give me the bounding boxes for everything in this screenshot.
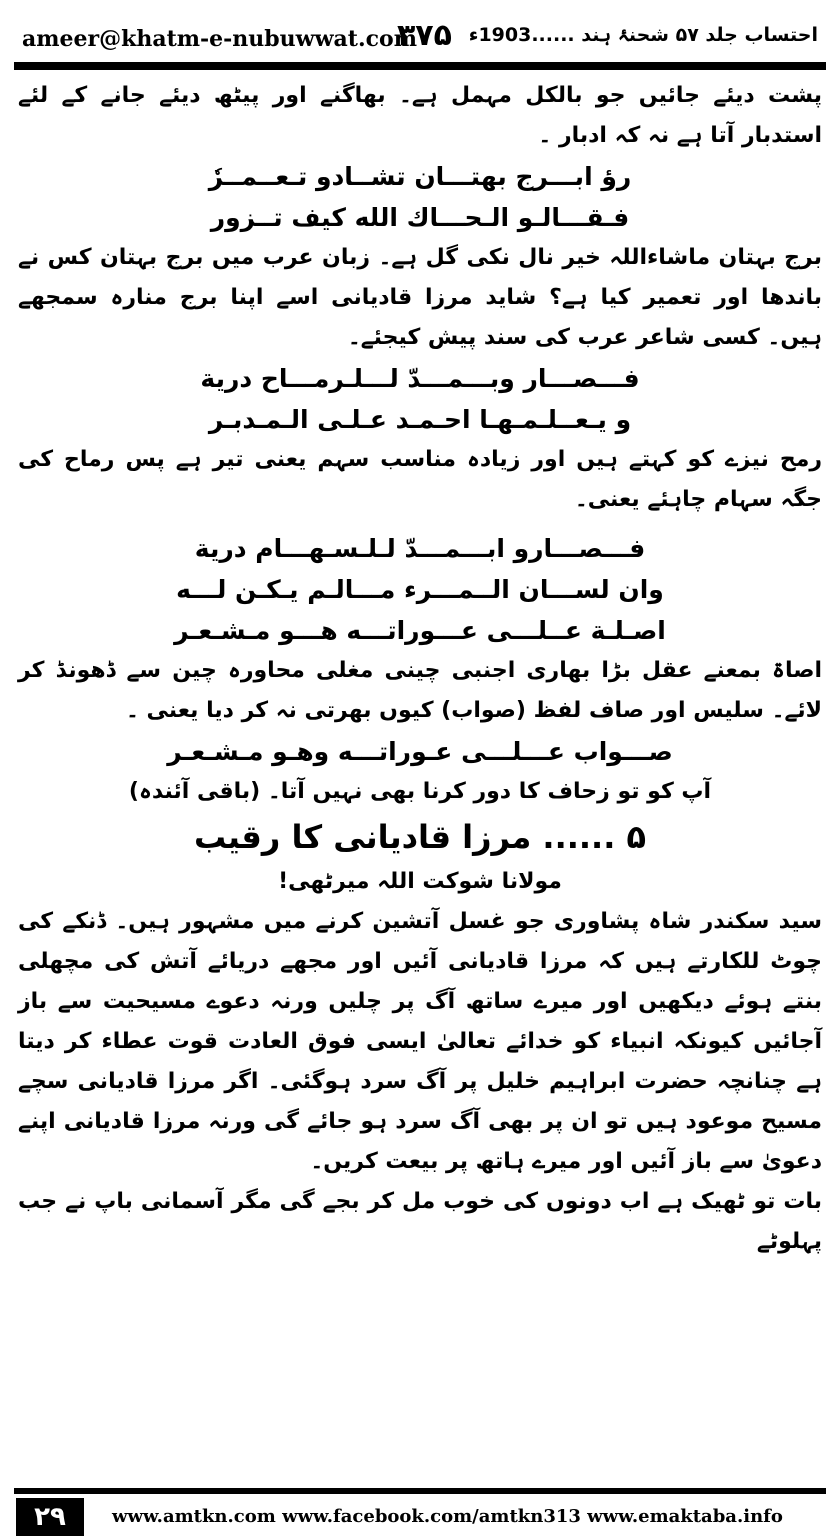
footer-website-links[interactable]: www.amtkn.com www.facebook.com/amtkn313 www.emaktaba.info	[112, 1506, 783, 1527]
paragraph-5: آپ کو تو زحاف کا دور کرنا بھی نہیں آتا۔ (باقی آئندہ)	[128, 779, 712, 804]
paragraph-7: بات تو ٹھیک ہے اب دونوں کی خوب مل کر بجے گی مگر آسمانی باپ نے جب پہلوٹے	[18, 1189, 822, 1254]
paragraph-6: سید سکندر شاہ پشاوری جو غسل آتشین کرنے میں مشہور ہیں۔ ڈنکے کی چوٹ للکارتے ہیں کہ مرزا قادیانی آئیں اور مجھے دریائے آتش کی مچھلی بنتے ہوئے دیکھیں اور میرے ساتھ آگ پر چلیں ورنہ دعوے مسیحیت سے باز آجائیں کیونکہ انبیاء کو خدائے تعالیٰ ایسی فوق العادت قوت عطاء کر دیتا ہے چنانچہ حضرت ابراہیم خلیل پر آگ سرد ہوگئی۔ اگر مرزا قادیانی سچے مسیح موعود ہیں تو ان پر بھی آگ سرد ہو جائے گی ورنہ مرزا قادیانی اپنے دعویٰ سے باز آئیں اور میرے ہاتھ پر بیعت کریں۔	[18, 909, 822, 1174]
verse-1-line-1: رؤ ابـــرج بهتـــان تشــادو تـعــمــرٗ	[208, 162, 632, 191]
header-book-title: احتساب جلد ۵۷ شحنۂ ہند ......1903ء	[468, 24, 818, 46]
verse-2-line-1: فـــصـــار وبـــمـــدّ لـــلـرمـــاح درية	[200, 364, 640, 393]
section-heading: ۵ ...... مرزا قادیانی کا رقیب	[193, 818, 647, 856]
verse-3-line-2: وان لســـان الــمـــرء مـــالـم يـكـن لـــه	[176, 575, 664, 604]
verse-1-line-2: فـقـــالـو الـحـــاك الله كيف تــزور	[210, 203, 630, 232]
verse-4: صـــواب عـــلـــى عـوراتـــه وهـو مـشـعـر	[167, 737, 673, 766]
verse-3-line-1: فـــصـــارو ابـــمـــدّ لـلـسـهـــام درية	[194, 534, 646, 563]
verse-3-line-3: اصـلـة عــلـــى عـــوراتـــه هـــو مـشـعـر	[174, 616, 666, 645]
header-rule	[14, 62, 826, 70]
page-header	[14, 10, 826, 60]
paragraph-2: برج بہتان ماشاءاللہ خیر نال نکی گل ہے۔ زبان عرب میں برج بہتان کس نے باندھا اور تعمیر کیا ہے؟ شاید مرزا قادیانی اسے اپنا برج منارہ سمجھے ہیں۔ کسی شاعر عرب کی سند پیش کیجئے۔	[18, 245, 822, 350]
section-author: مولانا شوکت اللہ میرٹھی!	[278, 869, 562, 894]
header-page-number: ۳۷۵	[397, 18, 452, 53]
header-email[interactable]: ameer@khatm-e-nubuwwat.com	[22, 26, 417, 52]
paragraph-4: اصاۃ بمعنے عقل بڑا بھاری اجنبی چینی مغلی محاورہ چین سے ڈھونڈ کر لائے۔ سلیس اور صاف لفظ (صواب) کیوں بھرتی نہ کر دیا یعنی ۔	[18, 658, 822, 723]
footer-rule	[14, 1488, 826, 1494]
paragraph-1: پشت دیئے جائیں جو بالکل مہمل ہے۔ بھاگنے اور پیٹھ دیئے جانے کے لئے استدبار آتا ہے نہ کہ ادبار ۔	[18, 83, 822, 148]
verse-2-line-2: و يـعــلـمـهـا احـمـد عـلـى الـمـدبـر	[208, 405, 632, 434]
paragraph-3: رمح نیزے کو کہتے ہیں اور زیادہ مناسب سہم یعنی تیر ہے پس رماح کی جگہ سہام چاہئے یعنی۔	[18, 447, 822, 512]
footer-page-label: ۲۹	[16, 1498, 84, 1536]
page-body	[18, 76, 822, 1262]
